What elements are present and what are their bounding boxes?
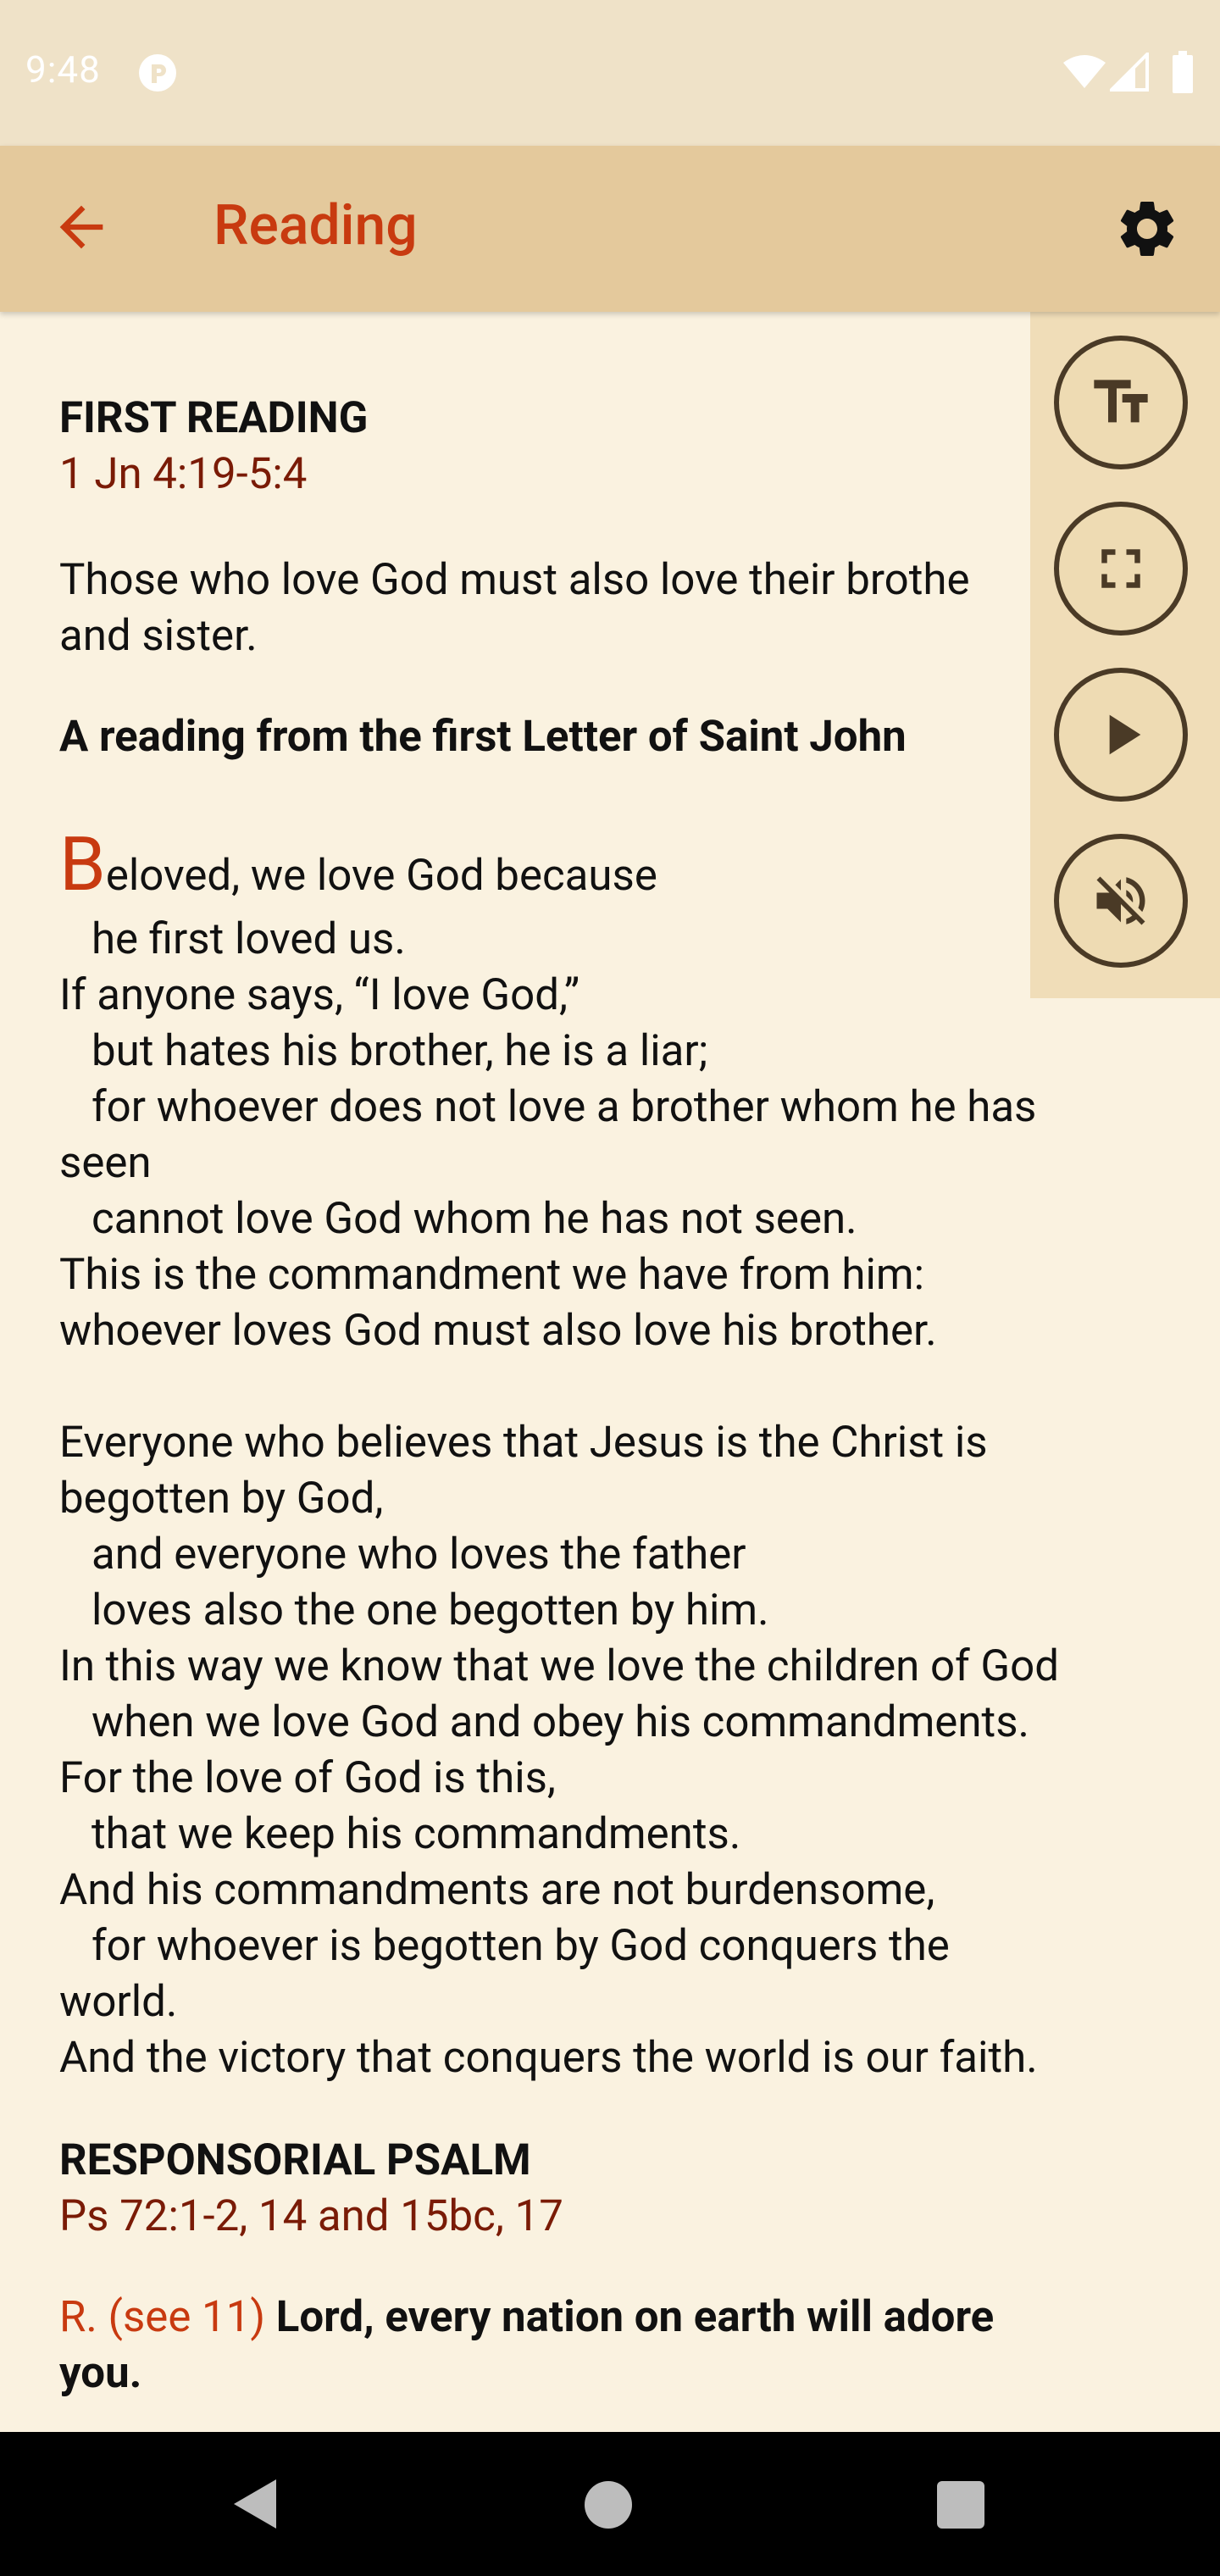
- verse-line: This is the commandment we have from him:: [59, 1250, 924, 1300]
- page-title: Reading: [214, 193, 418, 258]
- mute-button[interactable]: [1054, 834, 1188, 968]
- verse-line: And the victory that conquers the world is our faith.: [59, 2033, 1038, 2083]
- verse-line: that we keep his commandments.: [59, 1809, 741, 1859]
- verse-line: for whoever does not love a brother whom he has: [59, 1082, 1037, 1132]
- verse-line: for whoever is begotten by God conquers the: [59, 1921, 950, 1971]
- psalm-response-continued: you.: [59, 2348, 142, 2398]
- response-marker: R. (see 11): [59, 2292, 266, 2342]
- verse-line: For the love of God is this,: [59, 1753, 556, 1803]
- verse-line: seen: [59, 1138, 152, 1188]
- system-navigation-bar: [0, 2432, 1220, 2576]
- verse-line: Beloved, we love God because: [59, 821, 657, 908]
- section-heading-psalm: RESPONSORIAL PSALM: [59, 2135, 531, 2185]
- section-heading-first-reading: FIRST READING: [59, 393, 369, 443]
- first-reading-reference[interactable]: 1 Jn 4:19-5:4: [59, 449, 308, 499]
- text-size-icon: [1087, 369, 1155, 436]
- verse-line: and everyone who loves the father: [59, 1530, 746, 1579]
- reading-summary-line1: Those who love God must also love their brothe: [59, 555, 970, 605]
- fullscreen-icon: [1088, 536, 1154, 602]
- status-bar: [0, 0, 1220, 146]
- signal-icon: [1110, 53, 1149, 92]
- nav-home-icon[interactable]: [585, 2481, 632, 2529]
- app-bar: [0, 146, 1220, 312]
- play-icon: [1087, 701, 1155, 769]
- verse-line: And his commandments are not burdensome,: [59, 1865, 935, 1915]
- status-time: 9:48: [25, 47, 101, 92]
- verse-line: begotten by God,: [59, 1474, 384, 1524]
- back-arrow-icon[interactable]: [49, 195, 114, 259]
- nav-back-icon[interactable]: [229, 2474, 288, 2534]
- verse-line: he first loved us.: [59, 914, 406, 964]
- verse-line: loves also the one begotten by him.: [59, 1585, 769, 1635]
- nav-recents-icon[interactable]: [937, 2481, 984, 2529]
- verse-line: In this way we know that we love the children of God: [59, 1641, 1059, 1691]
- verse-line: world.: [59, 1977, 178, 2027]
- verse-line: Everyone who believes that Jesus is the Christ is: [59, 1418, 988, 1468]
- wifi-icon: [1062, 54, 1106, 90]
- reading-intro: A reading from the first Letter of Saint John: [59, 712, 907, 762]
- gear-icon[interactable]: [1113, 195, 1181, 263]
- text-size-button[interactable]: [1054, 336, 1188, 469]
- psalm-response: [59, 2290, 1144, 2346]
- play-button[interactable]: [1054, 668, 1188, 802]
- psalm-reference[interactable]: Ps 72:1-2, 14 and 15bc, 17: [59, 2191, 563, 2241]
- verse-line: whoever loves God must also love his brother.: [59, 1306, 937, 1356]
- app-notification-icon: [137, 53, 178, 93]
- battery-icon: [1173, 51, 1193, 93]
- response-text: Lord, every nation on earth will adore: [265, 2292, 995, 2342]
- reading-summary-line2: and sister.: [59, 611, 258, 661]
- fullscreen-button[interactable]: [1054, 502, 1188, 636]
- verse-line: cannot love God whom he has not seen.: [59, 1194, 857, 1244]
- verse-line: but hates his brother, he is a liar;: [59, 1026, 708, 1076]
- reading-controls-panel: [1030, 312, 1220, 998]
- verse-line: If anyone says, “I love God,”: [59, 970, 580, 1020]
- drop-cap: B: [59, 821, 106, 908]
- volume-off-icon: [1089, 869, 1153, 933]
- verse-line: when we love God and obey his commandments.: [59, 1697, 1029, 1747]
